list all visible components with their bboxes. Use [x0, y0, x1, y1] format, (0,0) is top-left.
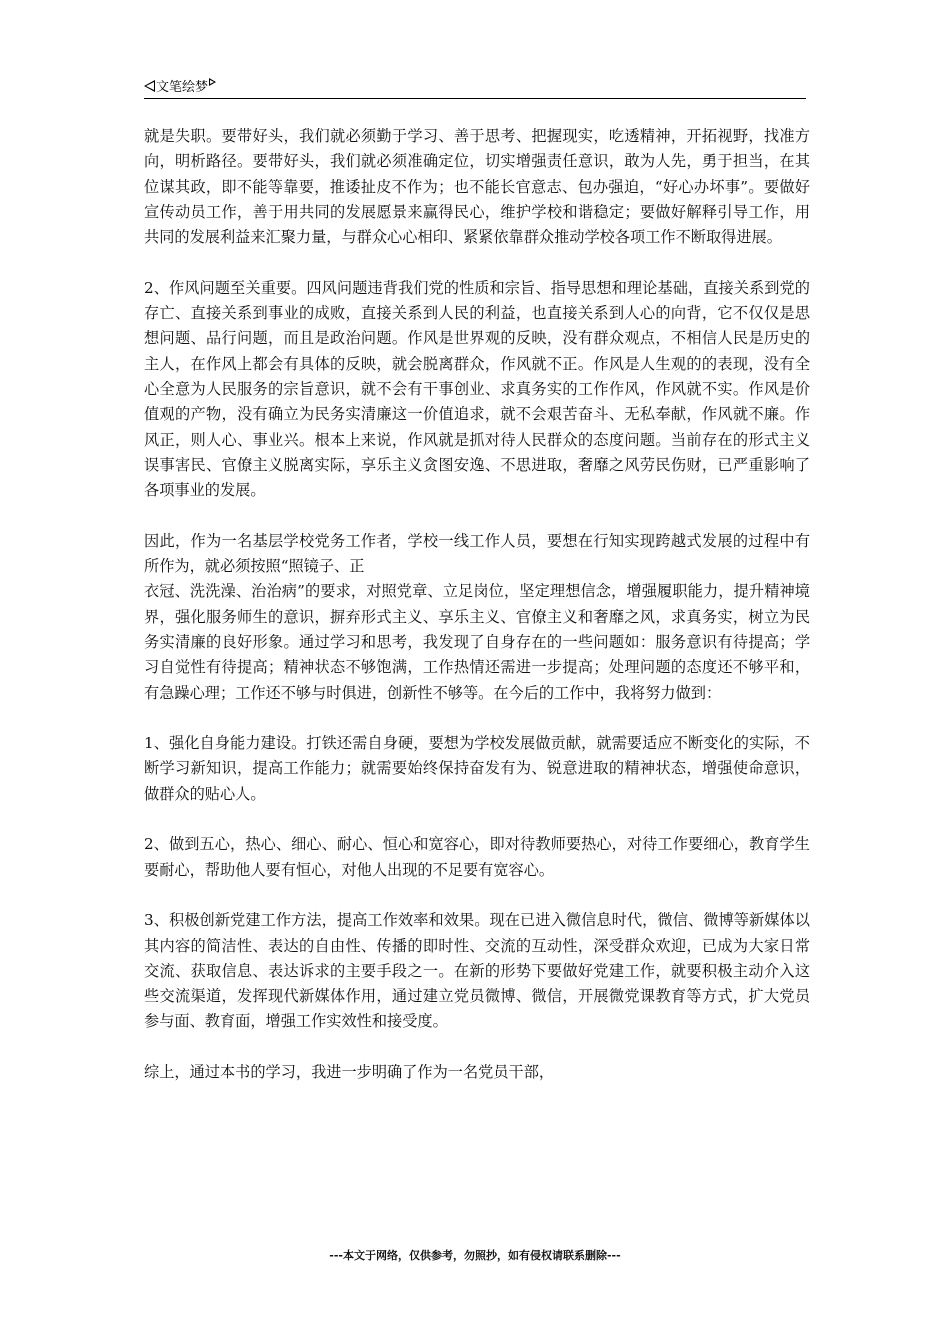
paragraph: 2、作风问题至关重要。四风问题违背我们党的性质和宗旨、指导思想和理论基础，直接关系到党的存亡、直接关系到事业的成败，直接关系到人民的利益，也直接关系到人心的向背，它不仅仅是思想问题、品行问题，而且是政治问题。作风是世界观的反映，没有群众观点，不相信人民是历史的主人，在作风上都会有具体的反映，就会脱离群众，作风就不正。作风是人生观的的表现，没有全心全意为人民服务的宗旨意识，就不会有干事创业、求真务实的工作作风，作风就不实。作风是价值观的产物，没有确立为民务实清廉这一价值追求，就不会艰苦奋斗、无私奉献，作风就不廉。作风正，则人心、事业兴。根本上来说，作风就是抓对待人民群众的态度问题。当前存在的形式主义误事害民、官僚主义脱离实际，享乐主义贪图安逸、不思进取，奢靡之风劳民伤财，已严重影响了各项事业的发展。: [144, 278, 810, 500]
paragraph: 因此，作为一名基层学校党务工作者，学校一线工作人员，要想在行知实现跨越式发展的过程中有所作为，就必须按照“照镜子、正: [144, 531, 810, 576]
header-brand: [144, 76, 216, 95]
triangle-right-icon: [209, 78, 216, 86]
paragraph: 1、强化自身能力建设。打铁还需自身硬，要想为学校发展做贡献，就需要适应不断变化的实际，不断学习新知识，提高工作能力；就需要始终保持奋发有为、锐意进取的精神状态，增强使命意识，做群众的贴心人。: [144, 734, 810, 803]
page-footer-disclaimer: ---本文于网络，仅供参考，勿照抄，如有侵权请联系删除---: [329, 1249, 621, 1262]
paragraph: 3、积极创新党建工作方法，提高工作效率和效果。现在已进入微信息时代，微信、微博等新媒体以其内容的简洁性、表达的自由性、传播的即时性、交流的互动性，深受群众欢迎，已成为大家日常交流、获取信息、表达诉求的主要手段之一。在新的形势下要做好党建工作，就要积极主动介入这些交流渠道，发挥现代新媒体作用，通过建立党员微博、微信，开展微党课教育等方式，扩大党员参与面、教育面，增强工作实效性和接受度。: [144, 911, 810, 1031]
paragraph: 就是失职。要带好头，我们就必须勤于学习、善于思考、把握现实，吃透精神，开拓视野，找准方向，明析路径。要带好头，我们就必须准确定位，切实增强责任意识，敢为人先，勇于担当，在其位谋其政，即不能等靠要，推诿扯皮不作为；也不能长官意志、包办强迫，“好心办坏事”。要做好宣传动员工作，善于用共同的发展愿景来赢得民心，维护学校和谐稳定；要做好解释引导工作，用共同的发展利益来汇聚力量，与群众心心相印、紧紧依靠群众推动学校各项工作不断取得进展。: [144, 127, 810, 247]
paragraph: 衣冠、洗洗澡、治治病”的要求，对照党章、立足岗位，坚定理想信念，增强履职能力，提升精神境界，强化服务师生的意识，摒弃形式主义、享乐主义、官僚主义和奢靡之风，求真务实，树立为民务实清廉的良好形象。通过学习和思考，我发现了自身存在的一些问题如：服务意识有待提高；学习自觉性有待提高；精神状态不够饱满，工作热情还需进一步提高；处理问题的态度还不够平和，有急躁心理；工作还不够与时俱进，创新性不够等。在今后的工作中，我将努力做到：: [144, 582, 810, 702]
triangle-left-icon: [144, 80, 155, 92]
page-header: [144, 74, 806, 99]
header-brand-text: 文笔绘梦: [156, 80, 209, 95]
paragraph: 2、做到五心，热心、细心、耐心、恒心和宽容心，即对待教师要热心，对待工作要细心，教育学生要耐心，帮助他人要有恒心，对他人出现的不足要有宽容心。: [144, 835, 810, 879]
paragraph: 综上，通过本书的学习，我进一步明确了作为一名党员干部，: [144, 1062, 555, 1081]
document-body: [144, 124, 810, 1085]
